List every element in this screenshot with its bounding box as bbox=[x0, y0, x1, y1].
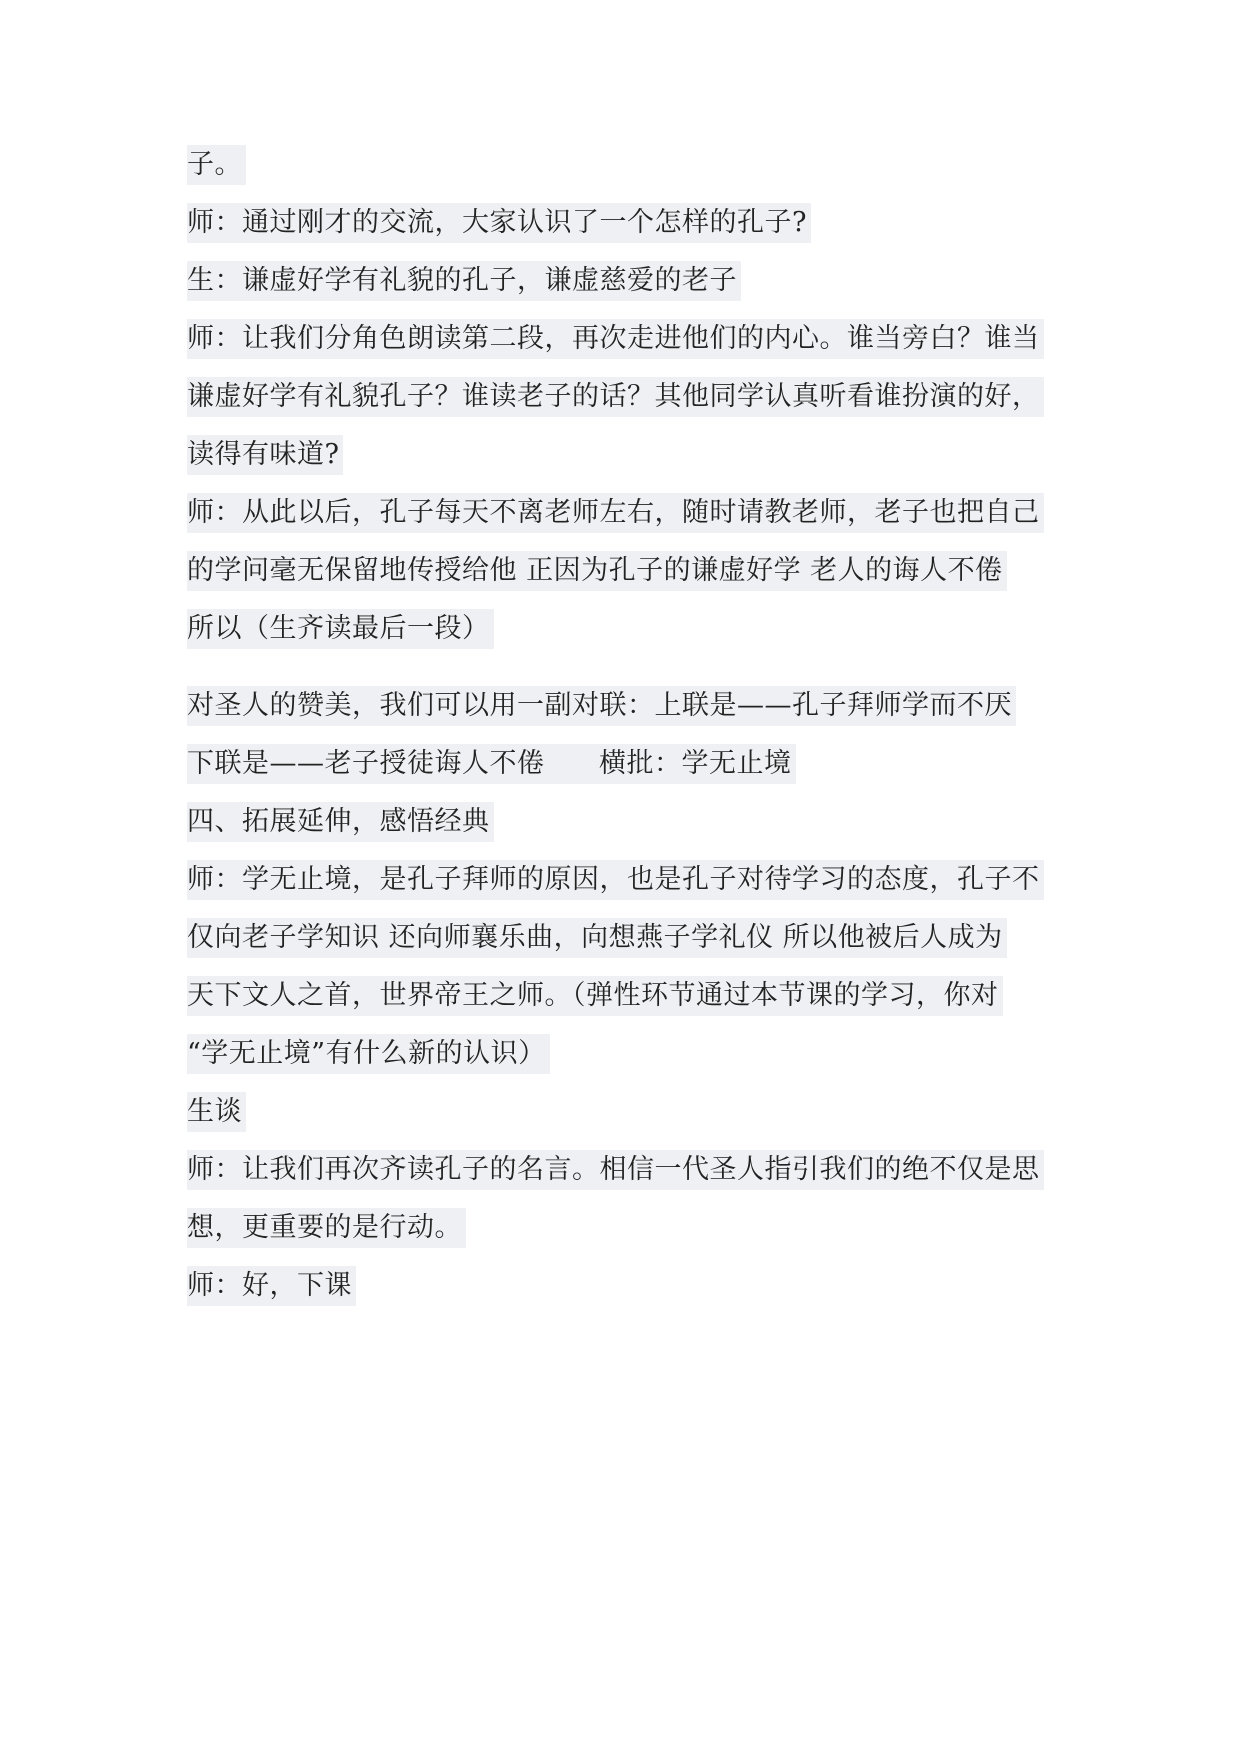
text-line-5-content: 谦虚好学有礼貌孔子？谁读老子的话？其他同学认真听看谁扮演的好， bbox=[187, 377, 1044, 417]
text-line-16-content: “学无止境”有什么新的认识） bbox=[187, 1034, 550, 1074]
text-line-7-content: 师：从此以后，孔子每天不离老师左右，随时请教老师，老子也把自己 bbox=[187, 493, 1044, 533]
text-line-13-content: 师：学无止境，是孔子拜师的原因，也是孔子对待学习的态度，孔子不 bbox=[187, 860, 1044, 900]
text-line-17 bbox=[187, 1092, 246, 1132]
text-line-3-content: 生：谦虚好学有礼貌的孔子，谦虚慈爱的老子 bbox=[187, 261, 741, 301]
text-line-18-content: 师：让我们再次齐读孔子的名言。相信一代圣人指引我们的绝不仅是思 bbox=[187, 1150, 1044, 1190]
text-line-7 bbox=[187, 493, 1044, 533]
text-line-19-content: 想，更重要的是行动。 bbox=[187, 1208, 466, 1248]
text-line-8 bbox=[187, 551, 1007, 591]
text-line-18 bbox=[187, 1150, 1044, 1190]
text-line-4-content: 师：让我们分角色朗读第二段，再次走进他们的内心。谁当旁白？谁当 bbox=[187, 319, 1044, 359]
text-line-8-content: 的学问毫无保留地传授给他 正因为孔子的谦虚好学 老人的诲人不倦 bbox=[187, 551, 1007, 591]
text-line-6 bbox=[187, 435, 343, 475]
text-line-17-content: 生谈 bbox=[187, 1092, 246, 1132]
text-line-10 bbox=[187, 686, 1016, 726]
text-line-2-content: 师：通过刚才的交流，大家认识了一个怎样的孔子? bbox=[187, 203, 811, 243]
text-line-12 bbox=[187, 802, 494, 842]
text-line-20 bbox=[187, 1266, 356, 1306]
text-line-4 bbox=[187, 319, 1044, 359]
text-line-15-content: 天下文人之首，世界帝王之师。（弹性环节通过本节课的学习，你对 bbox=[187, 976, 1003, 1016]
text-line-19 bbox=[187, 1208, 466, 1248]
text-line-11-content: 下联是——老子授徒诲人不倦 横批：学无止境 bbox=[187, 744, 796, 784]
text-line-13 bbox=[187, 860, 1044, 900]
text-line-2 bbox=[187, 203, 811, 243]
text-line-9-content: 所以（生齐读最后一段） bbox=[187, 609, 494, 649]
text-line-6-content: 读得有味道? bbox=[187, 435, 343, 475]
text-line-1 bbox=[187, 145, 246, 185]
text-line-20-content: 师：好，下课 bbox=[187, 1266, 356, 1306]
text-line-10-content: 对圣人的赞美，我们可以用一副对联：上联是——孔子拜师学而不厌 bbox=[187, 686, 1016, 726]
text-line-11 bbox=[187, 744, 796, 784]
text-line-14-content: 仅向老子学知识 还向师襄乐曲，向想燕子学礼仪 所以他被后人成为 bbox=[187, 918, 1007, 958]
text-line-9 bbox=[187, 609, 494, 649]
text-line-16 bbox=[187, 1034, 550, 1074]
text-line-5 bbox=[187, 377, 1044, 417]
text-line-3 bbox=[187, 261, 741, 301]
text-line-14 bbox=[187, 918, 1007, 958]
text-line-1-content: 子。 bbox=[187, 145, 246, 185]
text-line-12-content: 四、拓展延伸，感悟经典 bbox=[187, 802, 494, 842]
text-line-15 bbox=[187, 976, 1003, 1016]
